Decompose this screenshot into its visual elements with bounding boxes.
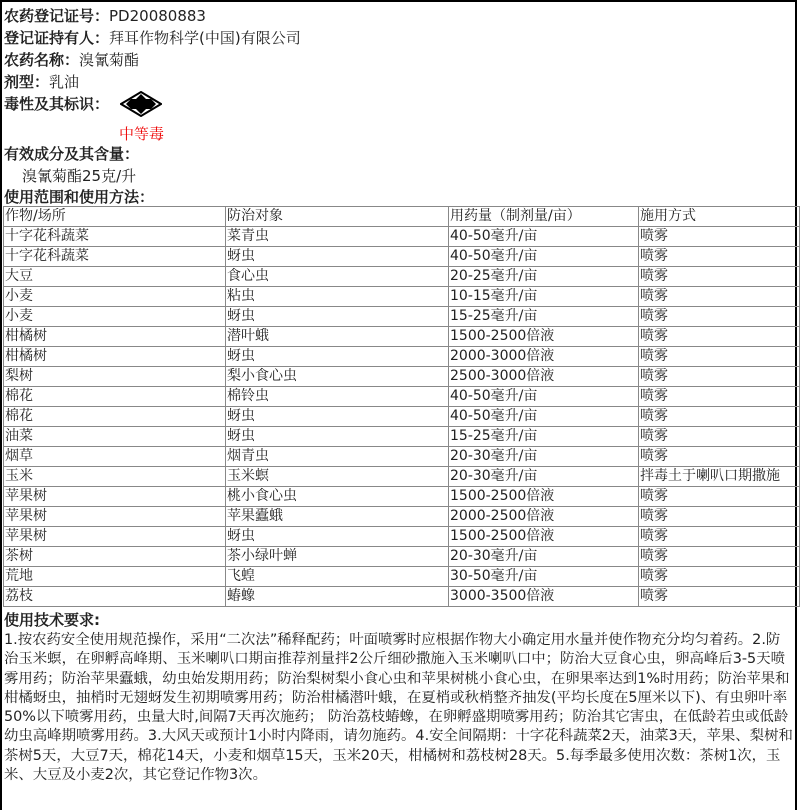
cell-dosage: 2000-3000倍液 <box>449 347 639 367</box>
cell-method: 喷雾 <box>639 407 800 427</box>
table-row <box>4 447 800 467</box>
cell-dosage: 1500-2500倍液 <box>449 527 639 547</box>
ingredient-label: 有效成分及其含量： <box>4 145 140 163</box>
name-label: 农药名称： <box>4 51 80 69</box>
cell-target: 蚜虫 <box>226 407 449 427</box>
cell-crop: 小麦 <box>4 287 226 307</box>
tech-label: 使用技术要求: <box>4 611 100 629</box>
cell-crop: 十字花科蔬菜 <box>4 227 226 247</box>
cell-dosage: 3000-3500倍液 <box>449 587 639 607</box>
name-line <box>4 49 795 71</box>
cell-crop: 柑橘树 <box>4 347 226 367</box>
cell-dosage: 40-50毫升/亩 <box>449 247 639 267</box>
cell-method: 喷雾 <box>639 287 800 307</box>
cell-target: 粘虫 <box>226 287 449 307</box>
header-target: 防治对象 <box>226 207 449 227</box>
cell-target: 蚜虫 <box>226 247 449 267</box>
header-dosage: 用药量（制剂量/亩） <box>449 207 639 227</box>
cell-crop: 大豆 <box>4 267 226 287</box>
table-row <box>4 347 800 367</box>
cell-target: 烟青虫 <box>226 447 449 467</box>
cell-method: 喷雾 <box>639 487 800 507</box>
cell-target: 菜青虫 <box>226 227 449 247</box>
cell-method: 喷雾 <box>639 567 800 587</box>
cell-crop: 油菜 <box>4 427 226 447</box>
cell-dosage: 1500-2500倍液 <box>449 487 639 507</box>
cell-crop: 棉花 <box>4 407 226 427</box>
cell-method: 喷雾 <box>639 507 800 527</box>
cell-method: 拌毒土于喇叭口期撒施 <box>639 467 800 487</box>
holder-label: 登记证持有人： <box>4 29 110 47</box>
cell-method: 喷雾 <box>639 247 800 267</box>
ingredient-value: 溴氰菊酯25克/升 <box>22 167 137 185</box>
cell-crop: 十字花科蔬菜 <box>4 247 226 267</box>
cell-crop: 苹果树 <box>4 507 226 527</box>
usage-table <box>3 206 800 607</box>
table-row <box>4 427 800 447</box>
header-method: 施用方式 <box>639 207 800 227</box>
cell-target: 梨小食心虫 <box>226 367 449 387</box>
cell-crop: 梨树 <box>4 367 226 387</box>
cell-method: 喷雾 <box>639 327 800 347</box>
holder-line <box>4 27 795 49</box>
cell-target: 蚜虫 <box>226 347 449 367</box>
cell-target: 蝽蟓 <box>226 587 449 607</box>
cell-method: 喷雾 <box>639 347 800 367</box>
cell-crop: 烟草 <box>4 447 226 467</box>
cell-dosage: 1500-2500倍液 <box>449 327 639 347</box>
cell-dosage: 40-50毫升/亩 <box>449 387 639 407</box>
cell-method: 喷雾 <box>639 227 800 247</box>
cell-target: 桃小食心虫 <box>226 487 449 507</box>
cell-dosage: 20-25毫升/亩 <box>449 267 639 287</box>
cell-method: 喷雾 <box>639 427 800 447</box>
cell-dosage: 20-30毫升/亩 <box>449 547 639 567</box>
toxicity-label: 毒性及其标识： <box>4 95 110 113</box>
reg-no-line <box>4 5 795 27</box>
cell-method: 喷雾 <box>639 447 800 467</box>
table-row <box>4 307 800 327</box>
formulation-label: 剂型： <box>4 73 50 91</box>
cell-target: 蚜虫 <box>226 527 449 547</box>
table-row <box>4 287 800 307</box>
cell-target: 蚜虫 <box>226 427 449 447</box>
cell-target: 潜叶蛾 <box>226 327 449 347</box>
header-crop: 作物/场所 <box>4 207 226 227</box>
cell-dosage: 30-50毫升/亩 <box>449 567 639 587</box>
table-row <box>4 567 800 587</box>
table-row <box>4 507 800 527</box>
cell-target: 苹果蠹蛾 <box>226 507 449 527</box>
cell-dosage: 2500-3000倍液 <box>449 367 639 387</box>
table-row <box>4 587 800 607</box>
table-row <box>4 467 800 487</box>
cell-target: 食心虫 <box>226 267 449 287</box>
cell-method: 喷雾 <box>639 547 800 567</box>
cell-target: 飞蝗 <box>226 567 449 587</box>
name-value: 溴氰菊酯 <box>79 51 140 69</box>
table-row <box>4 247 800 267</box>
cell-crop: 茶树 <box>4 547 226 567</box>
usage-label: 使用范围和使用方法： <box>4 188 155 206</box>
table-row <box>4 267 800 287</box>
cell-method: 喷雾 <box>639 307 800 327</box>
cell-crop: 柑橘树 <box>4 327 226 347</box>
tech-text: 1.按农药安全使用规范操作，采用“二次法”稀释配药；叶面喷雾时应根据作物大小确定用水量并使作物充分均匀着药。2.防治玉米螟，在卵孵高峰期、玉米喇叭口期亩推荐剂量拌2公斤细砂撒施入玉米喇叭口中；防治大豆食心虫，卵高峰后3-5天喷雾用药；防治苹果蠹蛾，幼虫始发期用药；防治梨树梨小食心虫和苹果树桃小食心虫，在卵果率达到1%时用药；防治苹果和柑橘蚜虫，抽梢时无翅蚜发生初期喷雾用药；防治柑橘潜叶蛾，在夏梢或秋梢整齐抽发(平均长度在5厘米以下)、有虫卵叶率50%以下喷雾用药，虫量大时,间隔7天再次施药； 防治荔枝蝽蟓，在卵孵盛期喷雾用药；防治其它害虫，在低龄若虫或低龄幼虫高峰期喷雾用药。3.大风天或预计1小时内降雨，请勿施药。4.安全间隔期：十字花科蔬菜2天，油菜3天，苹果、梨树和茶树5天，大豆7天，棉花14天，小麦和烟草15天，玉米20天，柑橘树和荔枝树28天。5.每季最多使用次数：茶树1次，玉米、大豆及小麦2次，其它登记作物3次。 <box>4 632 793 784</box>
cell-crop: 棉花 <box>4 387 226 407</box>
cell-dosage: 40-50毫升/亩 <box>449 407 639 427</box>
table-row <box>4 547 800 567</box>
table-row <box>4 527 800 547</box>
cell-method: 喷雾 <box>639 367 800 387</box>
cell-dosage: 20-30毫升/亩 <box>449 447 639 467</box>
cell-method: 喷雾 <box>639 587 800 607</box>
table-row <box>4 407 800 427</box>
toxicity-value: 中等毒 <box>119 125 165 143</box>
cell-dosage: 15-25毫升/亩 <box>449 307 639 327</box>
holder-value: 拜耳作物科学(中国)有限公司 <box>109 29 301 47</box>
cell-dosage: 40-50毫升/亩 <box>449 227 639 247</box>
cell-method: 喷雾 <box>639 267 800 287</box>
cell-dosage: 2000-2500倍液 <box>449 507 639 527</box>
cell-dosage: 20-30毫升/亩 <box>449 467 639 487</box>
table-header-row <box>4 207 800 227</box>
cell-crop: 荒地 <box>4 567 226 587</box>
cell-method: 喷雾 <box>639 387 800 407</box>
cell-target: 棉铃虫 <box>226 387 449 407</box>
table-row <box>4 487 800 507</box>
cell-target: 玉米螟 <box>226 467 449 487</box>
cell-target: 茶小绿叶蝉 <box>226 547 449 567</box>
table-row <box>4 327 800 347</box>
formulation-value: 乳油 <box>49 73 80 91</box>
cell-dosage: 15-25毫升/亩 <box>449 427 639 447</box>
cell-crop: 玉米 <box>4 467 226 487</box>
table-row <box>4 387 800 407</box>
cell-dosage: 10-15毫升/亩 <box>449 287 639 307</box>
formulation-line <box>4 71 795 93</box>
toxicity-line <box>4 93 795 143</box>
table-row <box>4 227 800 247</box>
toxicity-cross-diamond-icon <box>120 91 162 117</box>
cell-crop: 苹果树 <box>4 487 226 507</box>
cell-target: 蚜虫 <box>226 307 449 327</box>
cell-method: 喷雾 <box>639 527 800 547</box>
reg-no-label: 农药登记证号： <box>4 7 110 25</box>
cell-crop: 小麦 <box>4 307 226 327</box>
reg-no-value: PD20080883 <box>109 7 206 25</box>
cell-crop: 苹果树 <box>4 527 226 547</box>
table-row <box>4 367 800 387</box>
cell-crop: 荔枝 <box>4 587 226 607</box>
